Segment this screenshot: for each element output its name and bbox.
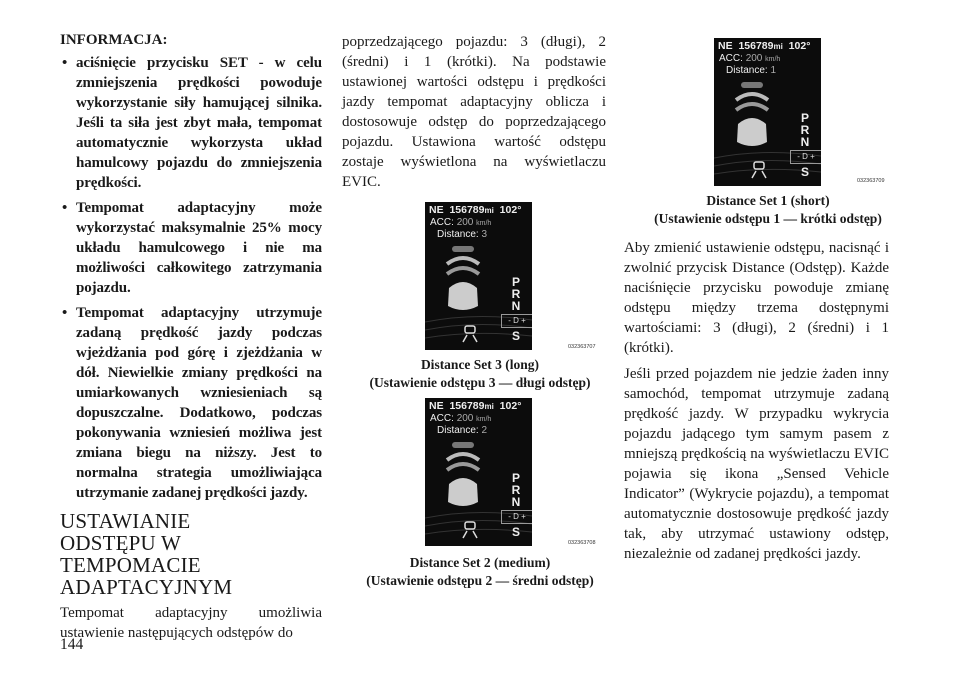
figure-caption (370, 356, 591, 392)
figure-caption (654, 192, 882, 228)
gear-drive-indicator: - D + (790, 150, 821, 164)
heading-odometer-temp: NE 156789mi 102° (429, 204, 522, 216)
gear-drive-indicator: - D + (501, 510, 532, 524)
distance-bar (452, 246, 474, 252)
info-list (60, 53, 322, 503)
distance-bar (452, 442, 474, 448)
gear-sport-indicator: S (511, 329, 520, 343)
list-item: • Tempomat adaptacyjny może wykorzystać maksymalnie 25% mocy układu hamulcowego i nie ma możliwości całkowitego zatrzymania pojazdu. (62, 200, 322, 296)
caption-subtitle: (Ustawienie odstępu 2 — średni odstęp) (366, 573, 594, 588)
acc-speed: ACC: 200 km/h (719, 53, 781, 64)
bullet-icon: • (62, 55, 68, 71)
paragraph: Tempomat adaptacyjny umożliwia ustawienie następujących odstępów do (60, 605, 322, 641)
car-icon (448, 282, 478, 310)
section-heading: USTAWIANIE ODSTĘPU W TEMPOMACIE ADAPTACYJNYM (60, 509, 233, 599)
list-item: • Tempomat adaptacyjny utrzymuje zadaną prędkość jazdy podczas wjeżdżania pod górę i zjeżdżania w dół. Niewielkie zmiany prędkości na umiarkowanych wzniesieniach są dopuszczalne. Dodatkowo, podczas pokonywania wzniesień możliwa jest zmiana biegu na niższy. Jest to normalna strategia umożliwiająca utrzymanie zadanej prędkości jazdy. (62, 305, 322, 501)
distance-arc (447, 464, 479, 470)
caption-subtitle: (Ustawienie odstępu 3 — długi odstęp) (369, 375, 591, 390)
paragraph: Aby zmienić ustawienie odstępu, nacisnąć i zwolnić przycisk Distance (Odstęp). Każde naciśnięcie przycisku powoduje zmianę odstępu między trzema dostępnymi wartościami: 3 (długi), 2 (średni) i 1 (krótki). (624, 240, 889, 356)
distance-setting: Distance: 3 (437, 229, 488, 240)
caption-title: Distance Set 3 (long) (420, 357, 540, 372)
distance-bar (741, 82, 763, 88)
acc-speed: ACC: 200 km/h (430, 413, 492, 424)
caption-subtitle: (Ustawienie odstępu 1 — krótki odstęp) (654, 211, 882, 226)
gear-indicator: P R N (511, 275, 521, 313)
page-number: 144 (60, 636, 84, 653)
figure-code: 032363709 (857, 178, 885, 184)
info-heading: INFORMACJA: (60, 32, 168, 48)
car-icon (737, 118, 767, 146)
evic-display (425, 202, 532, 350)
middle-column (342, 32, 606, 198)
right-column (624, 238, 889, 570)
distance-arc (736, 94, 768, 100)
figure-code: 032363707 (568, 344, 596, 350)
gear-sport-indicator: S (800, 165, 809, 179)
caption-title: Distance Set 2 (medium) (409, 555, 551, 570)
distance-arc (736, 104, 768, 110)
acc-speed: ACC: 200 km/h (430, 217, 492, 228)
car-icon (448, 478, 478, 506)
distance-setting: Distance: 2 (437, 425, 488, 436)
distance-arc (447, 268, 479, 274)
bullet-icon: • (62, 305, 68, 321)
paragraph: poprzedzającego pojazdu: 3 (długi), 2 (średni) i 1 (krótki). Na podstawie ustawionej wartości odstępu i prędkości jazdy tempomat adaptacyjny oblicza i dostosowuje odstęp do poprzedzającego pojazdu. Ustawiona wartość odstępu zostaje wyświetlona na wyświetlaczu EVIC. (342, 34, 606, 190)
gear-indicator: P R N (800, 111, 810, 149)
bullet-icon: • (62, 200, 68, 216)
figure-code: 032363708 (568, 540, 596, 546)
evic-display (425, 398, 532, 546)
evic-display (714, 38, 821, 186)
distance-arc (447, 454, 479, 460)
caption-title: Distance Set 1 (short) (706, 193, 830, 208)
left-column (60, 30, 322, 649)
figure-caption (366, 554, 593, 590)
distance-arc (447, 258, 479, 264)
heading-odometer-temp: NE 156789mi 102° (718, 40, 811, 52)
list-item: • aciśnięcie przycisku SET - w celu zmniejszenia prędkości powoduje wykorzystanie siły hamującej silnika. Jeśli ta siła jest zbyt mała, tempomat automatycznie wykorzysta układ hamulcowy pojazdu do zmniejszenia prędkości. (62, 55, 322, 191)
heading-odometer-temp: NE 156789mi 102° (429, 400, 522, 412)
gear-drive-indicator: - D + (501, 314, 532, 328)
gear-indicator: P R N (511, 471, 521, 509)
paragraph: Jeśli przed pojazdem nie jedzie żaden inny samochód, tempomat utrzymuje zadaną prędkość jazdy. W przypadku wykrycia pojazdu jadącego tym samym pasem z mniejszą prędkością na wyświetlaczu EVIC pojawia się ikona „Sensed Vehicle Indicator” (Wykrycie pojazdu), a tempomat automatycznie dostosowuje prędkość jazdy tak, aby utrzymać ustawiony odstęp, niezależnie od zadanej prędkości jazdy. (624, 366, 889, 562)
gear-sport-indicator: S (511, 525, 520, 539)
distance-setting: Distance: 1 (726, 65, 777, 76)
